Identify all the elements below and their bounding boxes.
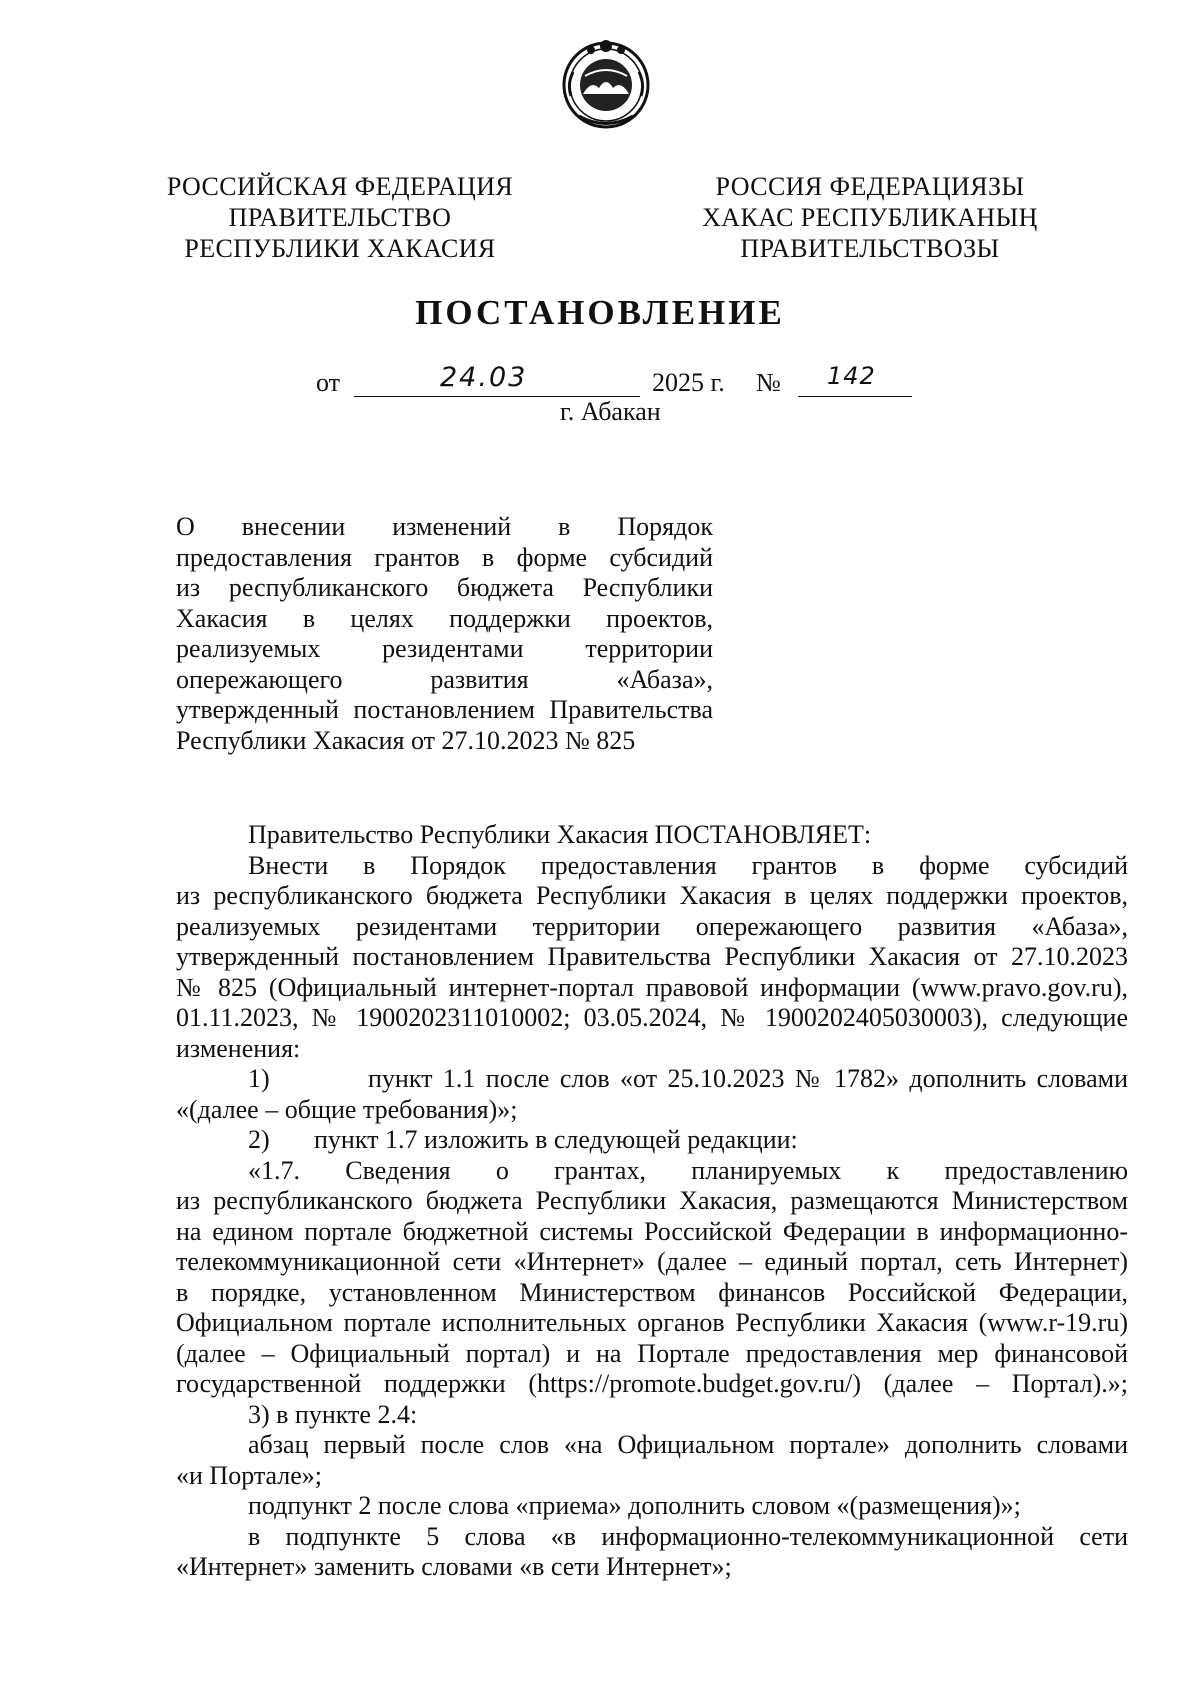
resolution-body — [176, 820, 1128, 1583]
city-label: г. Абакан — [560, 397, 661, 426]
body-line: в подпункте 5 слова «в информационно-телекоммуникационной сети — [248, 1521, 1128, 1551]
list-item-number: 2) — [248, 1125, 270, 1154]
body-line: «1.7. Сведения о грантах, планируемых к предоставлению — [248, 1155, 1128, 1185]
body-line: на едином портале бюджетной системы Российской Федерации в информационно- — [176, 1216, 1128, 1246]
number-sign: № — [756, 368, 781, 397]
body-line: 01.11.2023, № 1900202311010002; 03.05.2024, № 1900202405030003), следующие — [176, 1003, 1128, 1032]
document-title: ПОСТАНОВЛЕНИЕ — [415, 293, 785, 332]
body-line: № 825 (Официальный интернет-портал правовой информации (www.pravo.gov.ru), — [176, 972, 1128, 1002]
body-line: «(далее – общие требования)»; — [176, 1094, 518, 1124]
body-line: Внести в Порядок предоставления грантов в форме субсидий — [248, 850, 1128, 880]
date-prefix: от — [316, 368, 341, 397]
header-left-line: РЕСПУБЛИКИ ХАКАСИЯ — [184, 234, 496, 263]
subject-line: О внесении изменений в Порядок — [176, 512, 713, 541]
list-item — [176, 1064, 1128, 1095]
body-line: «и Портале»; — [176, 1460, 323, 1490]
body-line: Правительство Республики Хакасия ПОСТАНОВЛЯЕТ: — [248, 820, 872, 849]
body-line: утвержденный постановлением Правительства Республики Хакасия от 27.10.2023 — [176, 942, 1128, 971]
subject-block — [176, 512, 713, 756]
list-item — [176, 1125, 1128, 1156]
subject-line: Республики Хакасия от 27.10.2023 № 825 — [176, 725, 636, 755]
header-right-block — [690, 171, 1050, 264]
body-line: 3) в пункте 2.4: — [248, 1399, 418, 1429]
body-line: абзац первый после слов «на Официальном портале» дополнить словами — [248, 1430, 1128, 1459]
body-line: из республиканского бюджета Республики Хакасия, размещаются Министерством — [176, 1186, 1128, 1215]
coat-of-arms-emblem — [561, 36, 651, 131]
body-line: «Интернет» заменить словами «в сети Интернет»; — [176, 1552, 732, 1581]
header-right-line: ХАКАС РЕСПУБЛИКАНЫҢ — [702, 203, 1038, 232]
date-year: 2025 г. — [652, 368, 725, 397]
list-item-text: пункт 1.1 после слов «от 25.10.2023 № 1782» дополнить словами — [368, 1064, 1128, 1093]
body-line: Официальном портале исполнительных органов Республики Хакасия (www.r-19.ru) — [176, 1308, 1128, 1337]
body-line: изменения: — [176, 1033, 301, 1063]
body-line: подпункт 2 после слова «приема» дополнить словом «(размещения)»; — [248, 1491, 1021, 1520]
header-right-line: ПРАВИТЕЛЬСТВОЗЫ — [740, 234, 1000, 263]
list-item-text: пункт 1.7 изложить в следующей редакции: — [314, 1125, 798, 1154]
handwritten-number: 142 — [827, 362, 876, 390]
number-underline — [798, 396, 912, 397]
body-line: в порядке, установленном Министерством финансов Российской Федерации, — [176, 1277, 1128, 1307]
body-line: государственной поддержки (https://promote.budget.gov.ru/) (далее – Портал).»; — [176, 1369, 1128, 1398]
subject-line: реализуемых резидентами территории — [176, 634, 713, 663]
date-number-line — [0, 362, 1200, 402]
header-left-block — [160, 171, 520, 264]
subject-line: из республиканского бюджета Республики — [176, 573, 713, 602]
header-right-line: РОССИЯ ФЕДЕРАЦИЯЗЫ — [715, 172, 1025, 201]
header-left-line: РОССИЙСКАЯ ФЕДЕРАЦИЯ — [166, 172, 514, 201]
list-item-number: 1) — [248, 1064, 270, 1093]
subject-line: предоставления грантов в форме субсидий — [176, 542, 713, 572]
body-line: (далее – Официальный портал) и на Портале предоставления мер финансовой — [176, 1338, 1128, 1368]
subject-line: утвержденный постановлением Правительства — [176, 695, 713, 724]
subject-line: опережающего развития «Абаза», — [176, 664, 713, 694]
handwritten-date: 24.03 — [440, 362, 528, 393]
body-line: телекоммуникационной сети «Интернет» (далее – единый портал, сеть Интернет) — [176, 1247, 1128, 1276]
subject-line: Хакасия в целях поддержки проектов, — [176, 603, 713, 633]
body-line: из республиканского бюджета Республики Хакасия в целях поддержки проектов, — [176, 881, 1128, 910]
header-left-line: ПРАВИТЕЛЬСТВО — [228, 203, 452, 232]
body-line: реализуемых резидентами территории опережающего развития «Абаза», — [176, 911, 1128, 941]
